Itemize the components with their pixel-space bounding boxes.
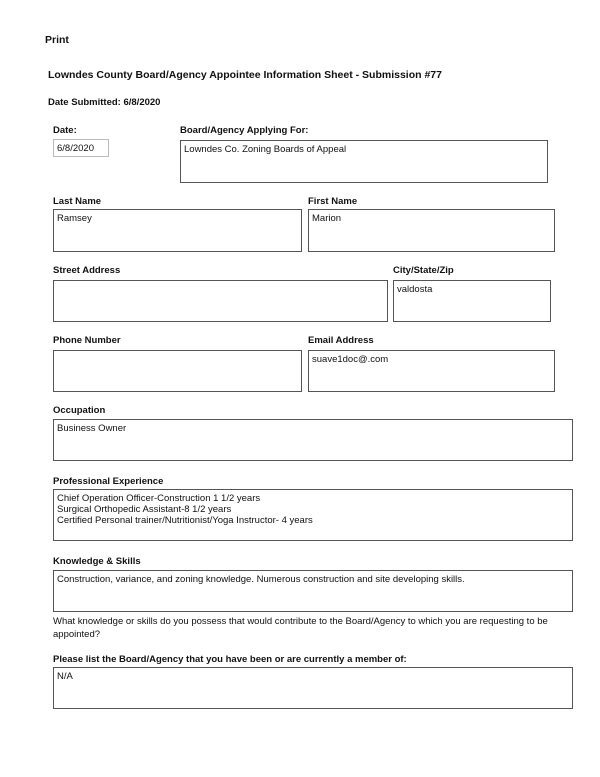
experience-label: Professional Experience [53,476,164,487]
board-label: Board/Agency Applying For: [180,125,309,136]
print-link[interactable]: Print [45,34,69,46]
page-title: Lowndes County Board/Agency Appointee Information Sheet - Submission #77 [48,69,442,81]
first-name-field[interactable]: Marion [308,209,555,252]
occupation-label: Occupation [53,405,106,416]
last-name-field[interactable]: Ramsey [53,209,302,252]
last-name-label: Last Name [53,196,102,207]
phone-label: Phone Number [53,335,121,346]
street-label: Street Address [53,265,121,276]
boards-member-label: Please list the Board/Agency that you have been or are currently a member of: [53,654,407,665]
first-name-label: First Name [308,196,358,207]
phone-field[interactable] [53,350,302,392]
date-submitted: Date Submitted: 6/8/2020 [48,97,161,108]
knowledge-help-text: What knowledge or skills do you possess that would contribute to the Board/Agency to which you are requesting to be appointed? [53,616,548,640]
knowledge-field[interactable]: Construction, variance, and zoning knowledge. Numerous construction and site developing skills. [53,570,573,612]
date-field[interactable]: 6/8/2020 [53,139,109,157]
email-field[interactable]: suave1doc@.com [308,350,555,392]
city-field[interactable]: valdosta [393,280,551,322]
board-field[interactable]: Lowndes Co. Zoning Boards of Appeal [180,140,548,183]
experience-field[interactable]: Chief Operation Officer-Construction 1 1/2 years Surgical Orthopedic Assistant-8 1/2 years Certified Personal trainer/Nutritionist/Yoga Instructor- 4 years [53,489,573,541]
city-label: City/State/Zip [393,265,454,276]
email-label: Email Address [308,335,374,346]
knowledge-label: Knowledge & Skills [53,556,141,567]
street-field[interactable] [53,280,388,322]
occupation-field[interactable]: Business Owner [53,419,573,461]
boards-member-field[interactable]: N/A [53,667,573,709]
date-label: Date: [53,125,77,136]
